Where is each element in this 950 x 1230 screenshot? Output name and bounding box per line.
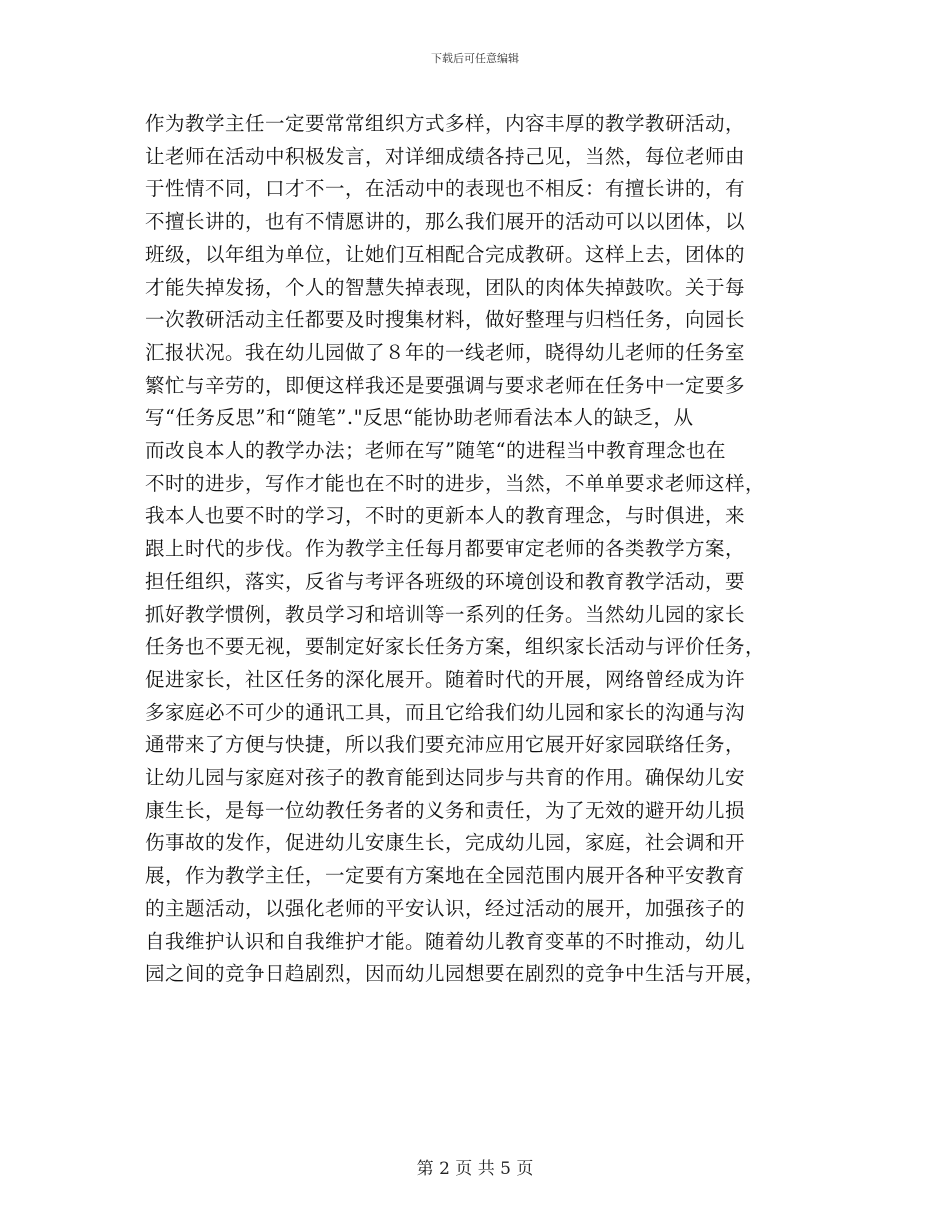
text-line: 多家庭必不可少的通讯工具，而且它给我们幼儿园和家长的沟通与沟 — [145, 700, 746, 724]
text-line: 的主题活动，以强化老师的平安认识，经过活动的展开，加强孩子的 — [145, 896, 746, 920]
text-line: 展，作为教学主任，一定要有方案地在全园范围内展开各种平安教育 — [145, 864, 746, 888]
text-line: 才能失掉发扬，个人的智慧失掉表现，团队的肉体失掉鼓吹。关于每 — [145, 275, 746, 299]
text-line: 作为教学主任一定要常常组织方式多样，内容丰厚的教学教研活动， — [145, 112, 746, 135]
text-line: 自我维护认识和自我维护才能。随着幼儿教育变革的不时推动，幼儿 — [145, 929, 746, 953]
text-line: 我本人也要不时的学习，不时的更新本人的教育理念，与时俱进，来 — [145, 504, 746, 528]
text-line: 跟上时代的步伐。作为教学主任每月都要审定老师的各类教学方案， — [145, 537, 746, 561]
text-line: 通带来了方便与快捷，所以我们要充沛应用它展开好家园联络任务， — [145, 733, 746, 757]
text-line: 康生长，是每一位幼教任务者的义务和责任，为了无效的避开幼儿损 — [145, 798, 746, 822]
text-line: 伤事故的发作，促进幼儿安康生长，完成幼儿园，家庭，社会调和开 — [145, 831, 746, 855]
text-line: 抓好教学惯例，教员学习和培训等一系列的任务。当然幼儿园的家长 — [145, 602, 746, 626]
page-header: 下载后可任意编辑 — [431, 52, 519, 65]
text-line: 让幼儿园与家庭对孩子的教育能到达同步与共育的作用。确保幼儿安 — [145, 766, 746, 790]
text-line: 让老师在活动中积极发言，对详细成绩各持己见，当然，每位老师由 — [145, 144, 746, 168]
document-body — [145, 108, 805, 991]
text-line: 于性情不同，口才不一，在活动中的表现也不相反：有擅长讲的，有 — [145, 177, 746, 201]
text-line: 不擅长讲的，也有不情愿讲的，那么我们展开的活动可以以团体，以 — [145, 210, 746, 234]
text-line: 促进家长，社区任务的深化展开。随着时代的开展，网络曾经成为许 — [145, 667, 746, 691]
text-line: 班级，以年组为单位，让她们互相配合完成教研。这样上去，团体的 — [145, 242, 746, 266]
text-line: 不时的进步，写作才能也在不时的进步，当然，不单单要求老师这样， — [145, 471, 766, 495]
text-line: 写“任务反思”和“随笔”."反思“能协助老师看法本人的缺乏，从 — [145, 406, 694, 430]
page-footer: 第 2 页 共 5 页 — [416, 1159, 534, 1179]
text-line: 一次教研活动主任都要及时搜集材料，做好整理与归档任务，向园长 — [145, 308, 746, 332]
text-line: 而改良本人的教学办法；老师在写”随笔“的进程当中教育理念也在 — [145, 439, 726, 463]
text-line: 任务也不要无视，要制定好家长任务方案，组织家长活动与评价任务， — [145, 635, 766, 659]
text-line: 园之间的竞争日趋剧烈，因而幼儿园想要在剧烈的竞争中生活与开展， — [145, 962, 766, 986]
text-line: 繁忙与辛劳的，即便这样我还是要强调与要求老师在任务中一定要多 — [145, 373, 746, 397]
text-line: 汇报状况。我在幼儿园做了８年的一线老师，晓得幼儿老师的任务室 — [145, 340, 746, 364]
text-line: 担任组织，落实，反省与考评各班级的环境创设和教育教学活动，要 — [145, 569, 746, 593]
